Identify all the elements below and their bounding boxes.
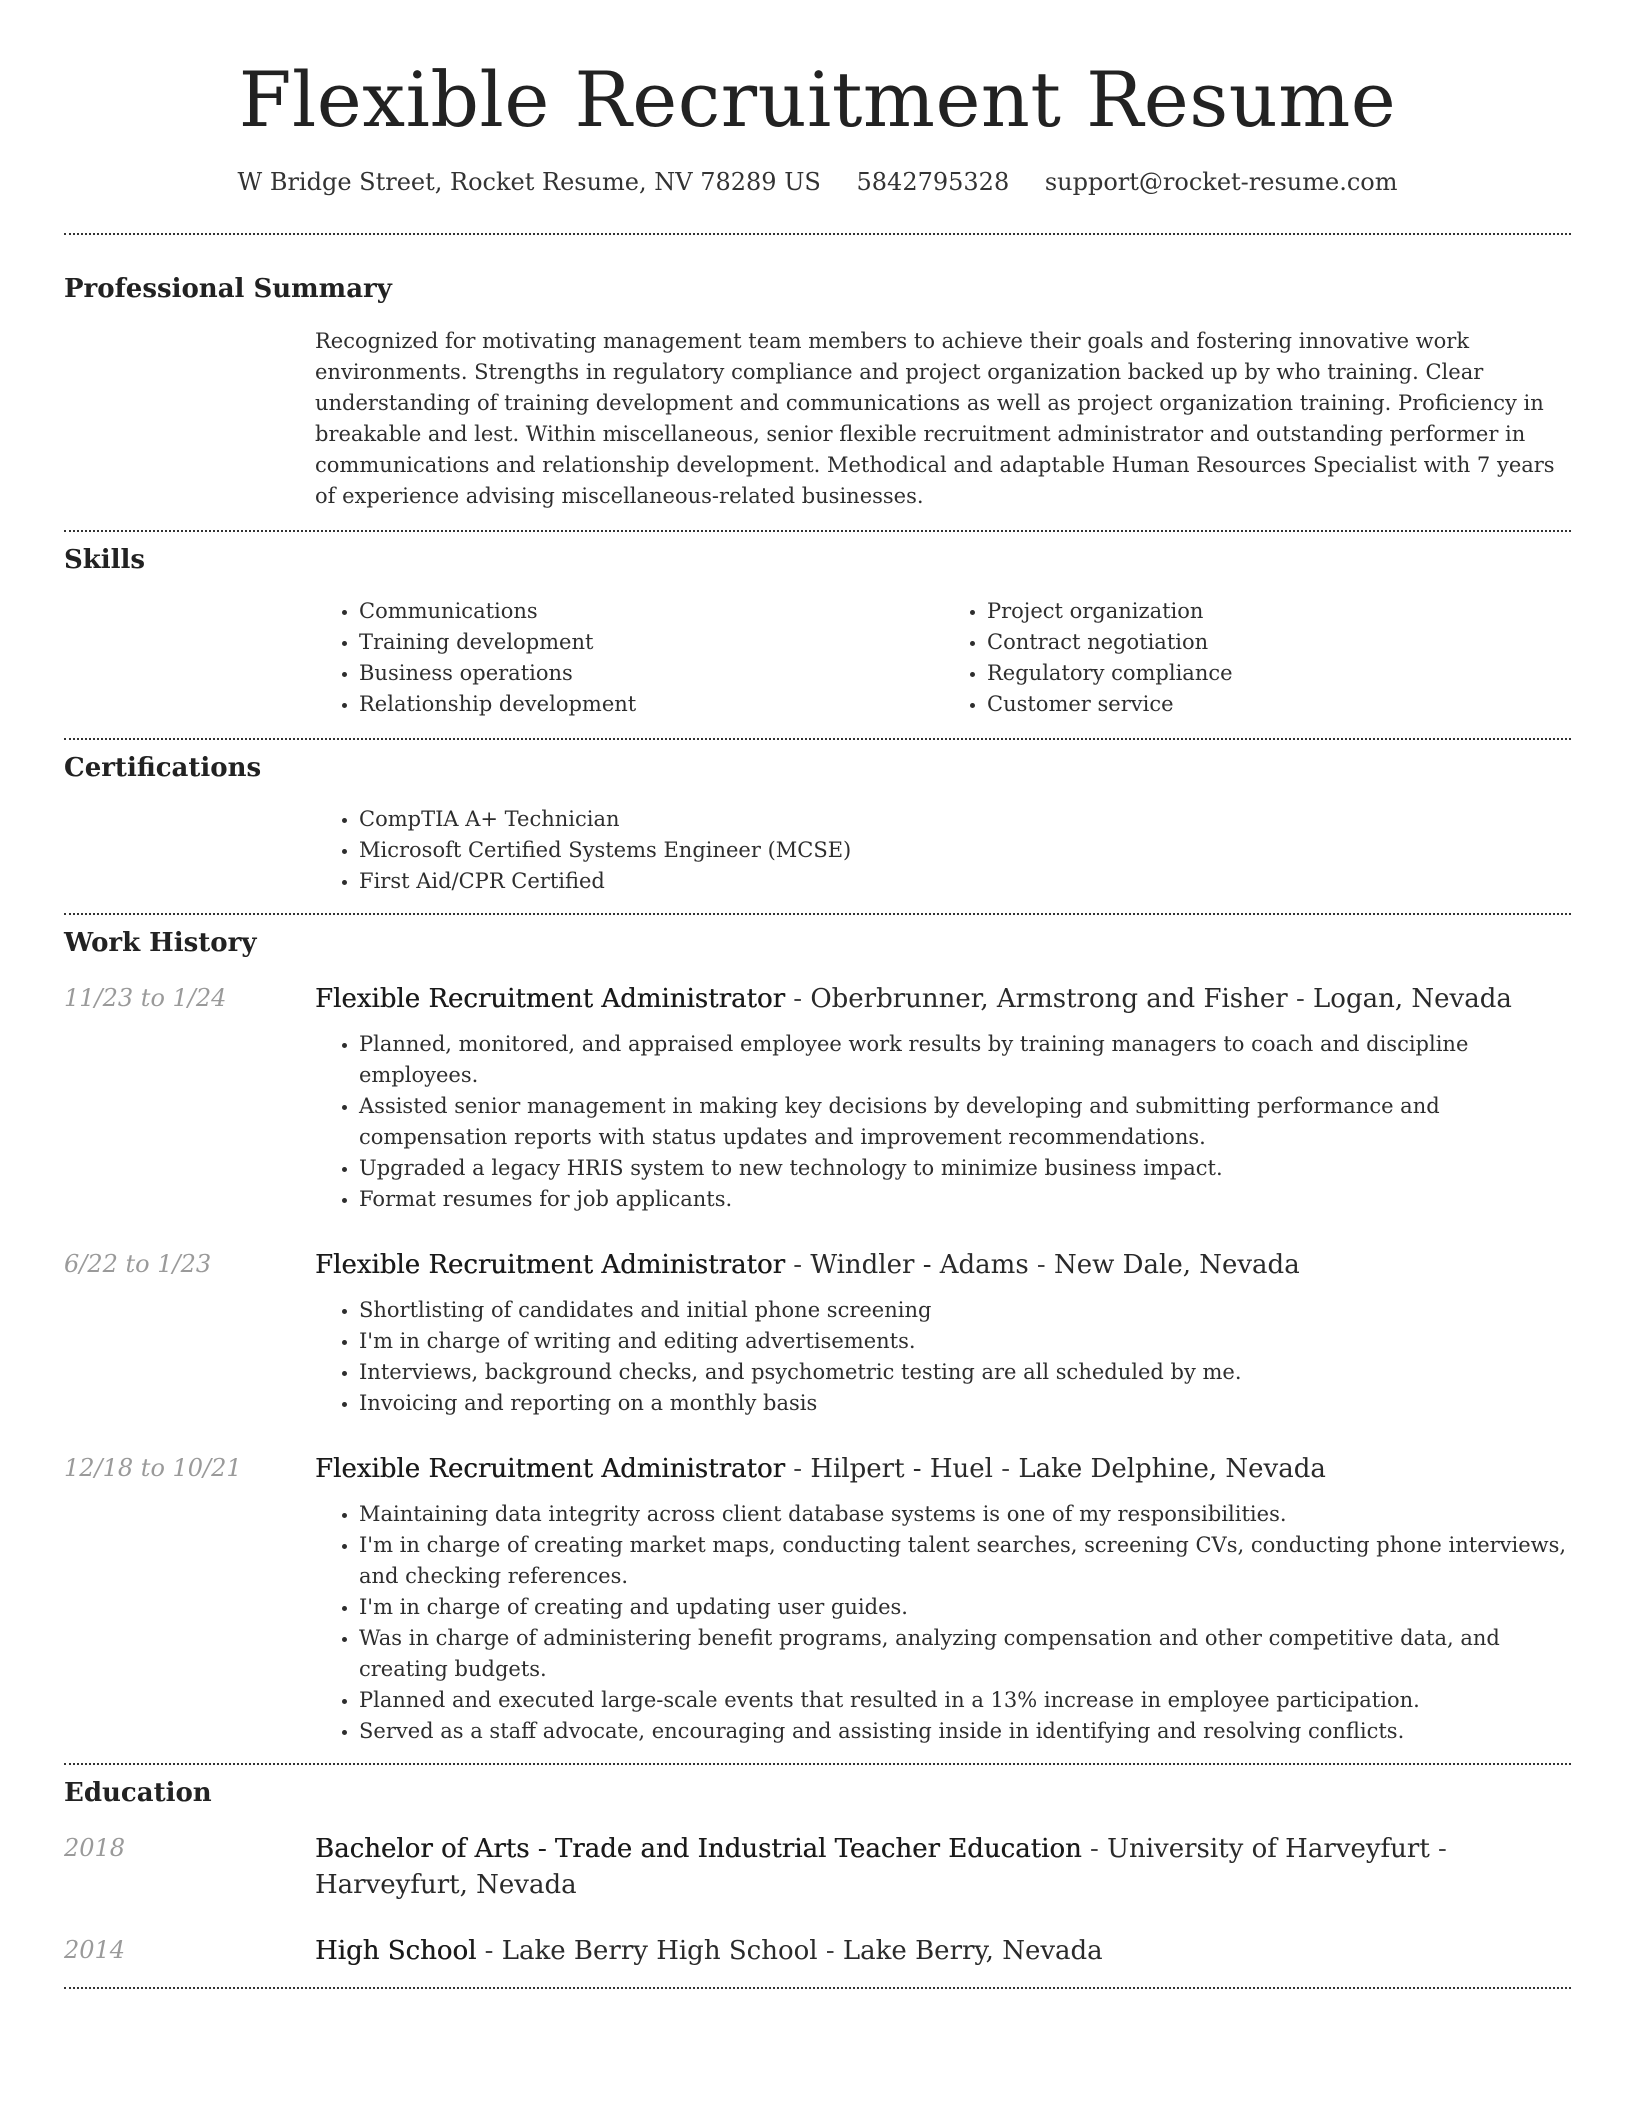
summary-text: Recognized for motivating management team members to achieve their goals and fostering innovative work environments. Strengths in regulatory compliance and project organization backed up by who training. Clear understanding of training development and communications as well as project organization training. Proficiency in breakable and lest. Within miscellaneous, senior flexible recruitment administrator and outstanding performer in communications and relationship development. Methodical and adaptable Human Resources Specialist with 7 years of experience advising miscellaneous-related businesses.: [315, 329, 1555, 509]
education-degree: Bachelor of Arts - Trade and Industrial Teacher Education: [315, 1833, 1082, 1864]
education-school: University of Harveyfurt: [1107, 1833, 1430, 1864]
job-role: Flexible Recruitment Administrator: [315, 1249, 785, 1280]
job-bullet: • Planned and executed large-scale events that resulted in a 13% increase in employee participation.: [359, 1685, 1571, 1716]
job-bullet: • Invoicing and reporting on a monthly basis: [359, 1388, 1571, 1419]
skill-item: • Contract negotiation: [987, 627, 1571, 658]
job-dates: 12/18 to 10/21: [64, 1453, 242, 1482]
skill-item: • Business operations: [359, 658, 943, 689]
job-company: Hilpert - Huel: [810, 1453, 993, 1484]
resume-page: [64, 0, 1571, 1989]
education-entry: [64, 1831, 1571, 1903]
work-history-heading: Work History: [64, 927, 257, 958]
job-bullet: • Maintaining data integrity across client database systems is one of my responsibilities.: [359, 1499, 1571, 1530]
job-location: Logan, Nevada: [1313, 983, 1512, 1014]
skill-item: • Relationship development: [359, 689, 943, 720]
job-bullet: • Assisted senior management in making key decisions by developing and submitting performance and compensation reports with status updates and improvement recommendations.: [359, 1091, 1571, 1153]
job-heading: Flexible Recruitment Administrator - Windler - Adams - New Dale, Nevada: [315, 1249, 1300, 1280]
job-bullet: • Planned, monitored, and appraised employee work results by training managers to coach and discipline employees.: [359, 1029, 1571, 1091]
education-year: 2018: [64, 1833, 126, 1862]
education-location: Harveyfurt, Nevada: [315, 1869, 577, 1900]
job-location: New Dale, Nevada: [1054, 1249, 1300, 1280]
skills-list-left: [315, 596, 943, 720]
education-school: Lake Berry High School: [501, 1935, 818, 1966]
job-bullets: [315, 1499, 1571, 1747]
job-entry: [64, 1247, 1571, 1419]
contact-phone: 5842795328: [856, 168, 1010, 197]
certification-item: • Microsoft Certified Systems Engineer (MCSE): [359, 835, 1571, 866]
education-degree: High School: [315, 1935, 477, 1966]
certifications-section: [64, 740, 1571, 897]
skills-list-right: [943, 596, 1571, 720]
divider: [64, 1987, 1571, 1989]
job-role: Flexible Recruitment Administrator: [315, 1453, 785, 1484]
job-dates: 6/22 to 1/23: [64, 1249, 212, 1278]
job-location: Lake Delphine, Nevada: [1018, 1453, 1326, 1484]
skills-heading: Skills: [64, 545, 146, 576]
education-heading: Education: [64, 1777, 212, 1808]
job-dates: 11/23 to 1/24: [64, 983, 227, 1012]
contact-address: W Bridge Street, Rocket Resume, NV 78289 US: [237, 168, 821, 197]
education-heading-line: Bachelor of Arts - Trade and Industrial Teacher Education - University of Harveyfurt - Harveyfurt, Nevada: [315, 1833, 1447, 1900]
skills-section: [64, 532, 1571, 720]
skill-item: • Communications: [359, 596, 943, 627]
education-heading-line: High School - Lake Berry High School - Lake Berry, Nevada: [315, 1935, 1103, 1966]
work-history-section: [64, 915, 1571, 1747]
education-location: Lake Berry, Nevada: [842, 1935, 1103, 1966]
summary-section: [64, 235, 1571, 513]
job-heading: Flexible Recruitment Administrator - Oberbrunner, Armstrong and Fisher - Logan, Nevada: [315, 983, 1512, 1014]
job-bullet: • I'm in charge of writing and editing advertisements.: [359, 1326, 1571, 1357]
job-heading: Flexible Recruitment Administrator - Hilpert - Huel - Lake Delphine, Nevada: [315, 1453, 1326, 1484]
job-bullet: • Shortlisting of candidates and initial phone screening: [359, 1295, 1571, 1326]
summary-heading: Professional Summary: [64, 273, 392, 304]
job-bullets: [315, 1029, 1571, 1215]
job-bullet: • Served as a staff advocate, encouraging and assisting inside in identifying and resolving conflicts.: [359, 1716, 1571, 1747]
certifications-list: [315, 804, 1571, 897]
job-bullets: [315, 1295, 1571, 1419]
job-entry: [64, 1451, 1571, 1747]
skill-item: • Customer service: [987, 689, 1571, 720]
job-bullet: • Format resumes for job applicants.: [359, 1184, 1571, 1215]
job-company: Windler - Adams: [810, 1249, 1029, 1280]
resume-title: Flexible Recruitment Resume: [238, 55, 1397, 144]
job-role: Flexible Recruitment Administrator: [315, 983, 785, 1014]
certification-item: • CompTIA A+ Technician: [359, 804, 1571, 835]
job-company: Oberbrunner, Armstrong and Fisher: [810, 983, 1288, 1014]
certifications-heading: Certifications: [64, 753, 262, 784]
job-entry: [64, 981, 1571, 1215]
education-year: 2014: [64, 1935, 126, 1964]
skill-item: • Training development: [359, 627, 943, 658]
job-bullet: • Interviews, background checks, and psychometric testing are all scheduled by me.: [359, 1357, 1571, 1388]
contact-line: [64, 167, 1571, 198]
job-bullet: • Upgraded a legacy HRIS system to new technology to minimize business impact.: [359, 1153, 1571, 1184]
education-section: [64, 1765, 1571, 1969]
contact-email: support@rocket-resume.com: [1044, 168, 1398, 197]
skill-item: • Project organization: [987, 596, 1571, 627]
certification-item: • First Aid/CPR Certified: [359, 866, 1571, 897]
job-bullet: • I'm in charge of creating market maps, conducting talent searches, screening CVs, conducting phone interviews, and checking references.: [359, 1530, 1571, 1592]
job-bullet: • Was in charge of administering benefit programs, analyzing compensation and other competitive data, and creating budgets.: [359, 1623, 1571, 1685]
education-entry: [64, 1933, 1571, 1969]
job-bullet: • I'm in charge of creating and updating user guides.: [359, 1592, 1571, 1623]
skill-item: • Regulatory compliance: [987, 658, 1571, 689]
